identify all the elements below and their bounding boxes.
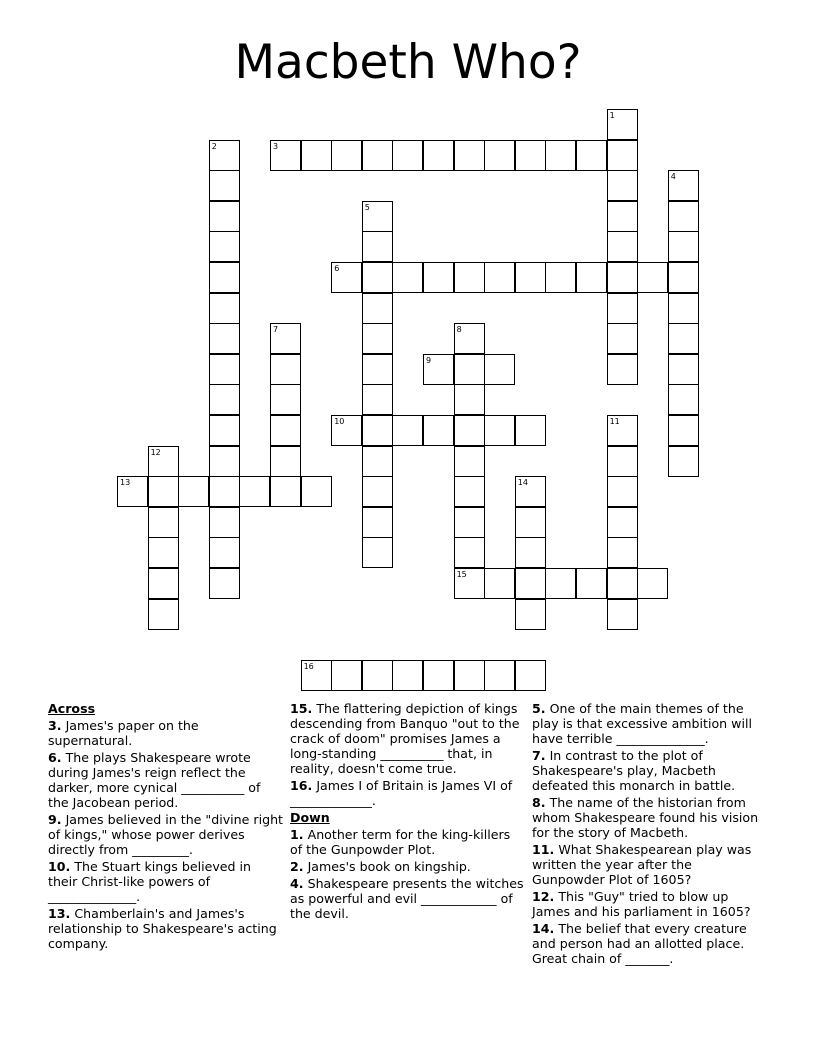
grid-cell[interactable] bbox=[515, 599, 546, 630]
grid-cell[interactable] bbox=[484, 568, 515, 599]
grid-cell[interactable] bbox=[607, 537, 638, 568]
grid-cell[interactable] bbox=[607, 599, 638, 630]
grid-cell[interactable] bbox=[545, 262, 576, 293]
grid-cell[interactable] bbox=[301, 660, 332, 691]
grid-cell[interactable] bbox=[209, 568, 240, 599]
grid-cell[interactable] bbox=[607, 140, 638, 171]
grid-cell[interactable] bbox=[331, 140, 362, 171]
grid-cell[interactable] bbox=[607, 231, 638, 262]
puzzle-title: Macbeth Who? bbox=[234, 35, 582, 90]
grid-cell[interactable] bbox=[270, 140, 301, 171]
grid-cell[interactable] bbox=[454, 323, 485, 354]
grid-cell[interactable] bbox=[362, 293, 393, 324]
grid-cell[interactable] bbox=[454, 537, 485, 568]
across-heading: Across bbox=[48, 701, 96, 716]
grid-cell[interactable] bbox=[484, 262, 515, 293]
grid-cell[interactable] bbox=[209, 323, 240, 354]
grid-cell[interactable] bbox=[209, 201, 240, 232]
clue-down-7: 7. In contrast to the plot of Shakespeare's play, Macbeth defeated this monarch in battle. bbox=[532, 748, 736, 793]
grid-cell[interactable] bbox=[607, 201, 638, 232]
grid-cell[interactable] bbox=[607, 323, 638, 354]
grid-cell[interactable] bbox=[454, 507, 485, 538]
grid-cell[interactable] bbox=[454, 354, 485, 385]
grid-cell[interactable] bbox=[209, 446, 240, 477]
clue-down-2: 2. James's book on kingship. bbox=[290, 859, 471, 874]
grid-cell[interactable] bbox=[576, 568, 607, 599]
grid-cell[interactable] bbox=[515, 262, 546, 293]
down-heading: Down bbox=[290, 810, 330, 825]
clue-across-13: 13. Chamberlain's and James's relationship to Shakespeare's acting company. bbox=[48, 906, 277, 951]
clues-column-2 bbox=[290, 701, 524, 923]
grid-cell[interactable] bbox=[270, 384, 301, 415]
clues-column-1 bbox=[48, 701, 284, 953]
grid-cell[interactable] bbox=[209, 231, 240, 262]
cell-number: 15 bbox=[456, 570, 467, 579]
grid-cell[interactable] bbox=[423, 660, 454, 691]
grid-cell[interactable] bbox=[668, 262, 699, 293]
grid-cell[interactable] bbox=[331, 415, 362, 446]
grid-cell[interactable] bbox=[515, 476, 546, 507]
grid-cell[interactable] bbox=[301, 476, 332, 507]
grid-cell[interactable] bbox=[362, 507, 393, 538]
grid-cell[interactable] bbox=[392, 415, 423, 446]
grid-cell[interactable] bbox=[545, 568, 576, 599]
cell-number: 2 bbox=[211, 141, 217, 151]
grid-cell[interactable] bbox=[209, 507, 240, 538]
grid-cell[interactable] bbox=[668, 384, 699, 415]
grid-cell[interactable] bbox=[209, 140, 240, 171]
grid-cell[interactable] bbox=[148, 537, 179, 568]
cell-number: 1 bbox=[609, 111, 615, 120]
grid-cell[interactable] bbox=[668, 354, 699, 385]
grid-cell[interactable] bbox=[423, 140, 454, 171]
grid-cell[interactable] bbox=[362, 140, 393, 171]
grid-cell[interactable] bbox=[668, 446, 699, 477]
clue-across-6: 6. The plays Shakespeare wrote during James's reign reflect the darker, more cynical __________ of the Jacobean period. bbox=[48, 750, 261, 810]
grid-cell[interactable] bbox=[484, 140, 515, 171]
grid-cell[interactable] bbox=[148, 476, 179, 507]
grid-cell[interactable] bbox=[209, 293, 240, 324]
grid-cell[interactable] bbox=[362, 323, 393, 354]
grid-cell[interactable] bbox=[576, 262, 607, 293]
grid-cell[interactable] bbox=[454, 140, 485, 171]
grid-cell[interactable] bbox=[484, 354, 515, 385]
grid-cell[interactable] bbox=[209, 384, 240, 415]
grid-cell[interactable] bbox=[515, 415, 546, 446]
grid-cell[interactable] bbox=[209, 170, 240, 201]
grid-cell[interactable] bbox=[362, 660, 393, 691]
grid-cell[interactable] bbox=[515, 507, 546, 538]
grid-cell[interactable] bbox=[668, 201, 699, 232]
cell-number: 10 bbox=[334, 417, 345, 426]
cell-number: 4 bbox=[670, 172, 676, 182]
grid-cell[interactable] bbox=[117, 476, 148, 507]
clue-across-9: 9. James believed in the "divine right of kings," whose power derives directly from _________. bbox=[48, 812, 283, 857]
grid-cell[interactable] bbox=[484, 415, 515, 446]
grid-cell[interactable] bbox=[301, 140, 332, 171]
grid-cell[interactable] bbox=[331, 660, 362, 691]
grid-cell[interactable] bbox=[209, 262, 240, 293]
grid-cell[interactable] bbox=[668, 323, 699, 354]
cell-number: 9 bbox=[426, 355, 432, 365]
grid-cell[interactable] bbox=[270, 446, 301, 477]
grid-cell[interactable] bbox=[209, 537, 240, 568]
grid-cell[interactable] bbox=[607, 476, 638, 507]
grid-cell[interactable] bbox=[270, 476, 301, 507]
cell-number: 5 bbox=[364, 202, 370, 212]
grid-cell[interactable] bbox=[515, 568, 546, 599]
grid-cell[interactable] bbox=[607, 354, 638, 385]
clue-down-8: 8. The name of the historian from whom Shakespeare found his vision for the story of Macbeth. bbox=[532, 795, 759, 840]
grid-cell[interactable] bbox=[484, 660, 515, 691]
grid-cell[interactable] bbox=[607, 415, 638, 446]
grid-cell[interactable] bbox=[454, 476, 485, 507]
grid-cell[interactable] bbox=[178, 476, 209, 507]
grid-cell[interactable] bbox=[576, 140, 607, 171]
grid-cell[interactable] bbox=[515, 140, 546, 171]
grid-cell[interactable] bbox=[637, 262, 668, 293]
grid-cell[interactable] bbox=[668, 415, 699, 446]
grid-cell[interactable] bbox=[607, 293, 638, 324]
cell-number: 16 bbox=[303, 661, 314, 671]
grid-cell[interactable] bbox=[362, 415, 393, 446]
clue-across-16: 16. James I of Britain is James VI of _____________. bbox=[290, 778, 513, 808]
grid-cell[interactable] bbox=[607, 109, 638, 140]
grid-cell[interactable] bbox=[668, 231, 699, 262]
grid-cell[interactable] bbox=[515, 660, 546, 691]
grid-cell[interactable] bbox=[148, 599, 179, 630]
cell-number: 3 bbox=[273, 141, 279, 151]
cell-number: 12 bbox=[150, 447, 161, 457]
grid-cell[interactable] bbox=[423, 354, 454, 385]
grid-cell[interactable] bbox=[545, 140, 576, 171]
grid-cell[interactable] bbox=[454, 446, 485, 477]
grid-cell[interactable] bbox=[270, 415, 301, 446]
grid-cell[interactable] bbox=[668, 170, 699, 201]
grid-cell[interactable] bbox=[454, 568, 485, 599]
clue-across-15: 15. The flattering depiction of kings descending from Banquo "out to the crack of doom" promises James a long-standing __________ that, in reality, doesn't come true. bbox=[290, 701, 520, 776]
grid-cell[interactable] bbox=[454, 415, 485, 446]
grid-cell[interactable] bbox=[423, 415, 454, 446]
clue-down-12: 12. This "Guy" tried to blow up James and his parliament in 1605? bbox=[532, 889, 751, 919]
grid-cell[interactable] bbox=[392, 140, 423, 171]
grid-cell[interactable] bbox=[454, 262, 485, 293]
grid-cell[interactable] bbox=[148, 446, 179, 477]
clue-across-3: 3. James's paper on the supernatural. bbox=[48, 718, 199, 748]
grid-cell[interactable] bbox=[362, 354, 393, 385]
clue-down-14: 14. The belief that every creature and person had an allotted place. Great chain of _______. bbox=[532, 921, 747, 966]
grid-cell[interactable] bbox=[423, 262, 454, 293]
cell-number: 7 bbox=[273, 325, 279, 335]
grid-cell[interactable] bbox=[270, 354, 301, 385]
grid-cell[interactable] bbox=[239, 476, 270, 507]
grid-cell[interactable] bbox=[515, 537, 546, 568]
grid-cell[interactable] bbox=[362, 231, 393, 262]
clue-down-11: 11. What Shakespearean play was written the year after the Gunpowder Plot of 1605? bbox=[532, 842, 752, 887]
grid-cell[interactable] bbox=[668, 293, 699, 324]
grid-cell[interactable] bbox=[362, 446, 393, 477]
grid-cell[interactable] bbox=[454, 660, 485, 691]
grid-cell[interactable] bbox=[209, 476, 240, 507]
cell-number: 6 bbox=[334, 264, 340, 273]
clues-column-3 bbox=[532, 701, 768, 968]
grid-cell[interactable] bbox=[331, 262, 362, 293]
cell-number: 8 bbox=[456, 325, 462, 335]
grid-cell[interactable] bbox=[148, 568, 179, 599]
grid-cell[interactable] bbox=[362, 262, 393, 293]
cell-number: 13 bbox=[120, 478, 131, 488]
grid-cell[interactable] bbox=[607, 507, 638, 538]
grid-cell[interactable] bbox=[362, 201, 393, 232]
clue-down-1: 1. Another term for the king-killers of the Gunpowder Plot. bbox=[290, 827, 511, 857]
grid-cell[interactable] bbox=[454, 384, 485, 415]
grid-cell[interactable] bbox=[607, 170, 638, 201]
grid-cell[interactable] bbox=[607, 568, 638, 599]
grid-cell[interactable] bbox=[392, 660, 423, 691]
grid-cell[interactable] bbox=[637, 568, 668, 599]
grid-cell[interactable] bbox=[209, 415, 240, 446]
clue-down-5: 5. One of the main themes of the play is that excessive ambition will have terrible ______________. bbox=[532, 701, 752, 746]
grid-cell[interactable] bbox=[607, 262, 638, 293]
cell-number: 14 bbox=[517, 478, 528, 488]
clue-down-4: 4. Shakespeare presents the witches as powerful and evil ____________ of the devil. bbox=[290, 876, 524, 921]
grid-cell[interactable] bbox=[392, 262, 423, 293]
grid-cell[interactable] bbox=[362, 537, 393, 568]
grid-cell[interactable] bbox=[270, 323, 301, 354]
grid-cell[interactable] bbox=[362, 384, 393, 415]
grid-cell[interactable] bbox=[209, 354, 240, 385]
grid-cell[interactable] bbox=[362, 476, 393, 507]
grid-cell[interactable] bbox=[607, 446, 638, 477]
grid-cell[interactable] bbox=[148, 507, 179, 538]
cell-number: 11 bbox=[609, 417, 620, 426]
clue-across-10: 10. The Stuart kings believed in their Christ-like powers of ______________. bbox=[48, 859, 252, 904]
